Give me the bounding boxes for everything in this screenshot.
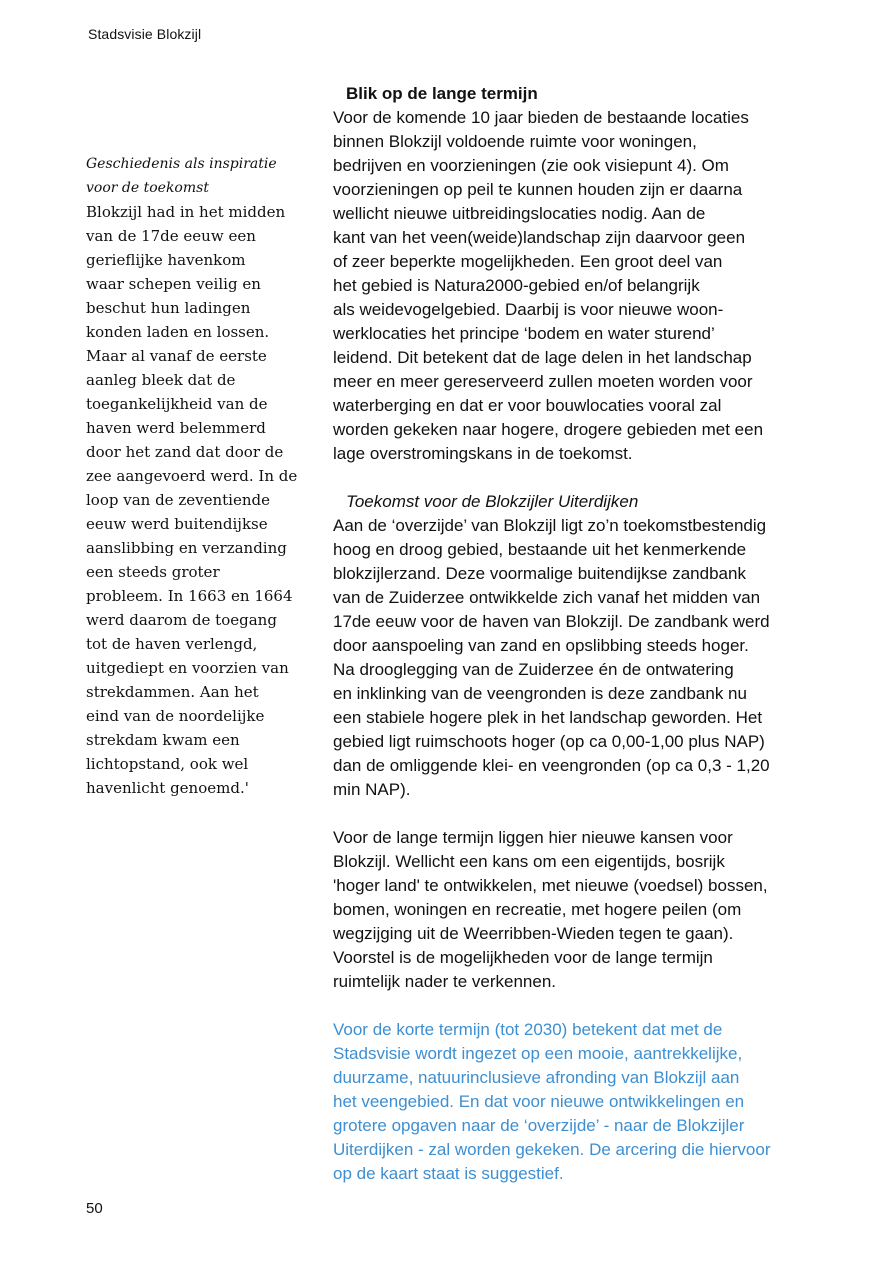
sidebar-text-line: tot de haven verlengd, — [86, 635, 258, 653]
sidebar-text-line: havenlicht genoemd.' — [86, 779, 249, 797]
paragraph-line: het gebied is Natura2000-gebied en/of belangrijk — [333, 276, 700, 295]
paragraph-line: blokzijlerzand. Deze voormalige buitendijkse zandbank — [333, 564, 746, 583]
paragraph-line: waterberging en dat er voor bouwlocaties vooral zal — [333, 396, 722, 415]
sidebar-text-line: lichtopstand, ook wel — [86, 755, 249, 773]
section-heading-long-term: Blik op de lange termijn — [346, 84, 538, 103]
paragraph-line: Na drooglegging van de Zuiderzee én de ontwatering — [333, 660, 734, 679]
sidebar-quote — [86, 152, 298, 800]
page-number: 50 — [86, 1200, 103, 1217]
paragraph-line: wellicht nieuwe uitbreidingslocaties nodig. Aan de — [333, 204, 706, 223]
paragraph-line: ruimtelijk nader te verkennen. — [333, 972, 557, 991]
section-heading-uiterdijken: Toekomst voor de Blokzijler Uiterdijken — [346, 492, 639, 511]
highlight-paragraph — [333, 1018, 833, 1186]
paragraph-line: gebied ligt ruimschoots hoger (op ca 0,00-1,00 plus NAP) — [333, 732, 765, 751]
paragraph-line: van de Zuiderzee ontwikkelde zich vanaf het midden van — [333, 588, 761, 607]
main-text-column — [333, 82, 833, 1186]
paragraph-line: leidend. Dit betekent dat de lage delen in het landschap — [333, 348, 752, 367]
paragraph-line: min NAP). — [333, 780, 411, 799]
paragraph-line: en inklinking van de veengronden is deze zandbank nu — [333, 684, 747, 703]
paragraph-line: worden gekeken naar hogere, drogere gebieden met een — [333, 420, 764, 439]
highlight-line: Voor de korte termijn (tot 2030) betekent dat met de — [333, 1020, 723, 1039]
sidebar-text-line: aanslibbing en verzanding — [86, 539, 287, 557]
paragraph-line: lage overstromingskans in de toekomst. — [333, 444, 633, 463]
paragraph-line: als weidevogelgebied. Daarbij is voor nieuwe woon- — [333, 300, 724, 319]
highlight-line: het veengebied. En dat voor nieuwe ontwikkelingen en — [333, 1092, 745, 1111]
paragraph-gap — [333, 466, 833, 490]
sidebar-text-line: probleem. In 1663 en 1664 — [86, 587, 293, 605]
highlight-line: Stadsvisie wordt ingezet op een mooie, aantrekkelijke, — [333, 1044, 743, 1063]
paragraph-line: door aanspoeling van zand en opslibbing steeds hoger. — [333, 636, 749, 655]
sidebar-text-line: loop van de zeventiende — [86, 491, 270, 509]
sidebar-text-line: strekdam kwam een — [86, 731, 240, 749]
paragraph-line: voorzieningen op peil te kunnen houden zijn er daarna — [333, 180, 743, 199]
sidebar-text-line: van de 17de eeuw een — [86, 227, 256, 245]
sidebar-text-line: waar schepen veilig en — [86, 275, 261, 293]
paragraph-line: bedrijven en voorzieningen (zie ook visiepunt 4). Om — [333, 156, 729, 175]
sidebar-text-line: haven werd belemmerd — [86, 419, 266, 437]
sidebar-text-line: eeuw werd buitendijkse — [86, 515, 268, 533]
sidebar-title-line: Geschiedenis als inspiratie — [86, 156, 277, 172]
sidebar-text-line: eind van de noordelijke — [86, 707, 265, 725]
sidebar-text-line: toegankelijkheid van de — [86, 395, 268, 413]
paragraph-line: binnen Blokzijl voldoende ruimte voor woningen, — [333, 132, 697, 151]
paragraph-line: bomen, woningen en recreatie, met hogere peilen (om — [333, 900, 742, 919]
sidebar-text-line: strekdammen. Aan het — [86, 683, 259, 701]
paragraph-gap — [333, 994, 833, 1018]
running-header: Stadsvisie Blokzijl — [88, 26, 202, 42]
sidebar-text-line: beschut hun ladingen — [86, 299, 251, 317]
sidebar-title-line: voor de toekomst — [86, 180, 209, 196]
paragraph-line: of zeer beperkte mogelijkheden. Een groot deel van — [333, 252, 723, 271]
sidebar-text-line: uitgediept en voorzien van — [86, 659, 289, 677]
sidebar-text-line: een steeds groter — [86, 563, 220, 581]
sidebar-text-line: zee aangevoerd werd. In de — [86, 467, 298, 485]
paragraph-line: meer en meer gereserveerd zullen moeten worden voor — [333, 372, 753, 391]
sidebar-text-line: werd daarom de toegang — [86, 611, 277, 629]
paragraph-line: Voor de komende 10 jaar bieden de bestaande locaties — [333, 108, 749, 127]
sidebar-text-line: konden laden en lossen. — [86, 323, 270, 341]
sidebar-text-line: gerieflijke havenkom — [86, 251, 246, 269]
paragraph-gap — [333, 802, 833, 826]
highlight-line: grotere opgaven naar de ‘overzijde’ - naar de Blokzijler — [333, 1116, 745, 1135]
sidebar-text-line: Maar al vanaf de eerste — [86, 347, 267, 365]
paragraph-line: 'hoger land' te ontwikkelen, met nieuwe (voedsel) bossen, — [333, 876, 768, 895]
paragraph-line: dan de omliggende klei- en veengronden (op ca 0,3 - 1,20 — [333, 756, 770, 775]
paragraph-line: Blokzijl. Wellicht een kans om een eigentijds, bosrijk — [333, 852, 725, 871]
sidebar-text-line: Blokzijl had in het midden — [86, 203, 286, 221]
paragraph-line: Aan de ‘overzijde’ van Blokzijl ligt zo’n toekomstbestendig — [333, 516, 767, 535]
highlight-line: op de kaart staat is suggestief. — [333, 1164, 564, 1183]
paragraph-line: kant van het veen(weide)landschap zijn daarvoor geen — [333, 228, 746, 247]
sidebar-text-line: door het zand dat door de — [86, 443, 284, 461]
highlight-line: duurzame, natuurinclusieve afronding van Blokzijl aan — [333, 1068, 740, 1087]
paragraph-line: een stabiele hogere plek in het landschap geworden. Het — [333, 708, 763, 727]
sidebar-text-line: aanleg bleek dat de — [86, 371, 236, 389]
paragraph-line: 17de eeuw voor de haven van Blokzijl. De zandbank werd — [333, 612, 770, 631]
paragraph-line: hoog en droog gebied, bestaande uit het kenmerkende — [333, 540, 747, 559]
paragraph-line: werklocaties het principe ‘bodem en water sturend’ — [333, 324, 715, 343]
highlight-line: Uiterdijken - zal worden gekeken. De arcering die hiervoor — [333, 1140, 771, 1159]
paragraph-line: wegzijging uit de Weerribben-Wieden tegen te gaan). — [333, 924, 734, 943]
paragraph-line: Voor de lange termijn liggen hier nieuwe kansen voor — [333, 828, 733, 847]
paragraph-line: Voorstel is de mogelijkheden voor de lange termijn — [333, 948, 713, 967]
